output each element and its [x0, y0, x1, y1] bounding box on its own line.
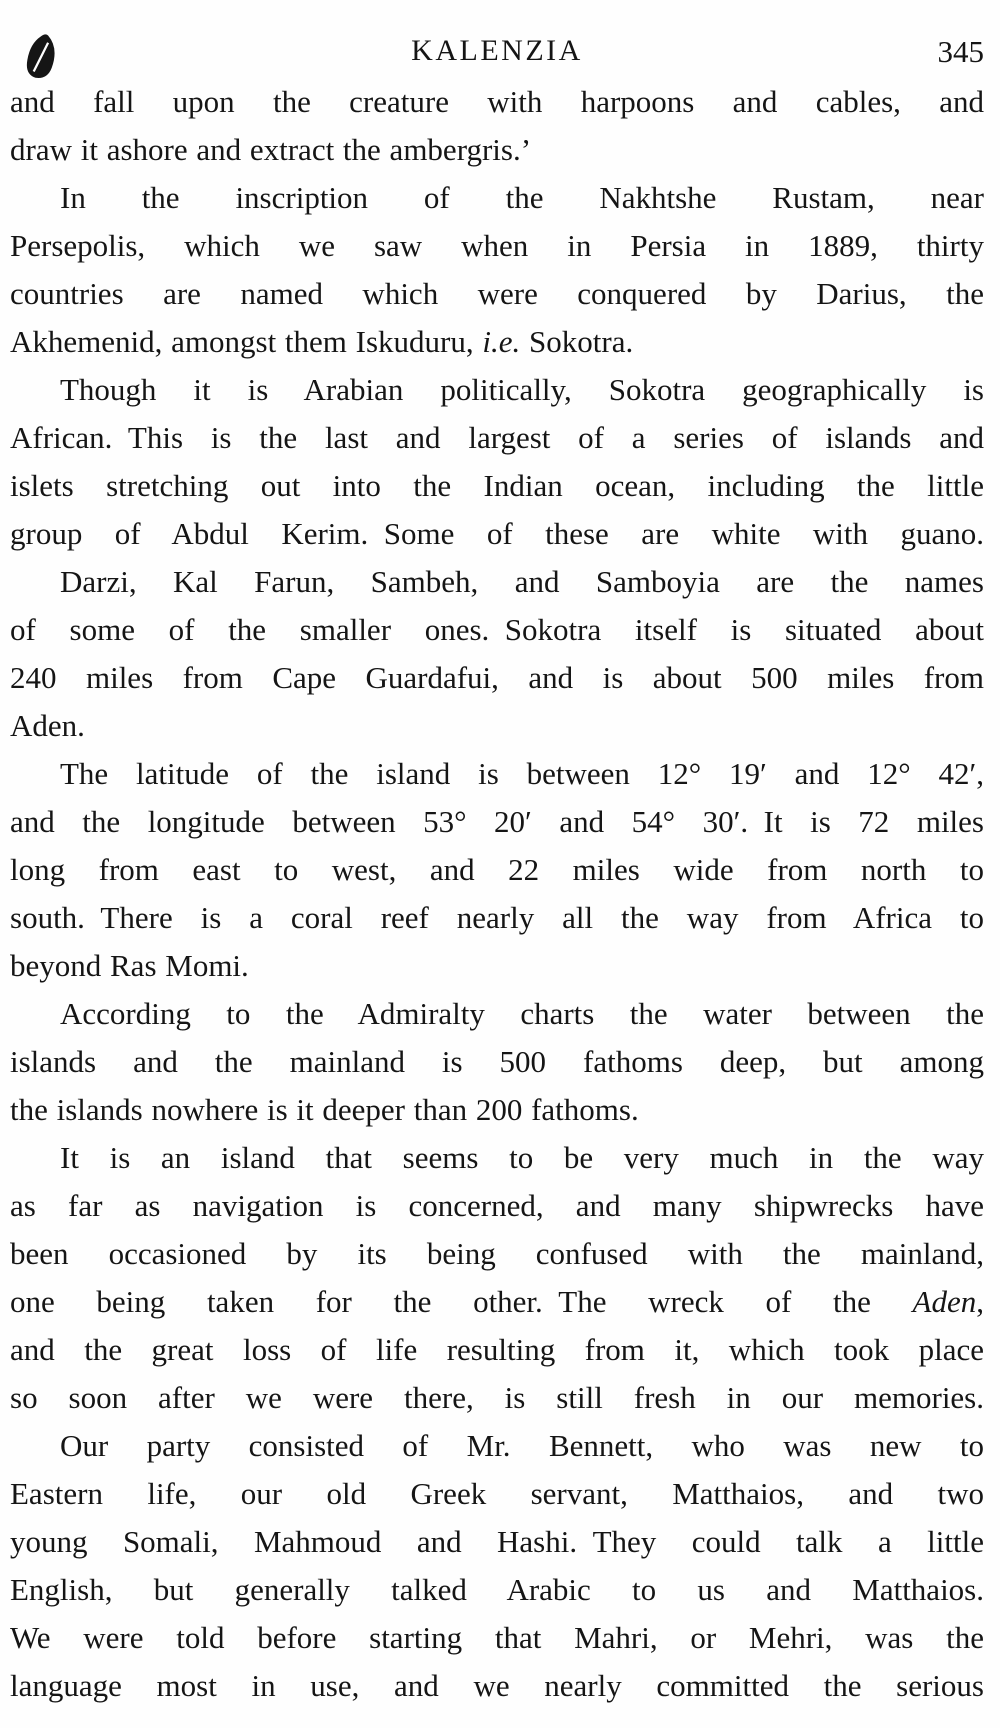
page-header	[10, 34, 984, 78]
paragraph	[10, 78, 984, 174]
text-line	[10, 942, 984, 990]
text-segment: islets stretching out into the Indian ocean, including the little	[10, 468, 984, 503]
text-line	[10, 606, 984, 654]
text-segment: draw it ashore and extract the ambergris.’	[10, 132, 532, 167]
text-segment: beyond Ras Momi.	[10, 948, 249, 983]
body-text	[10, 78, 984, 1710]
text-line	[10, 510, 984, 558]
paragraph	[10, 1134, 984, 1422]
text-segment: African. This is the last and largest of a series of islands and	[10, 420, 984, 455]
text-line	[10, 1470, 984, 1518]
text-segment: Sokotra.	[520, 324, 634, 359]
italic-text: Aden	[912, 1284, 977, 1319]
text-line	[10, 1422, 984, 1470]
text-segment: Our party consisted of Mr. Bennett, who was new to	[60, 1428, 984, 1463]
text-line	[10, 1134, 984, 1182]
text-segment: so soon after we were there, is still fresh in our memories.	[10, 1380, 984, 1415]
paragraph	[10, 990, 984, 1134]
text-segment: south. There is a coral reef nearly all the way from Africa to	[10, 900, 984, 935]
text-line	[10, 126, 984, 174]
text-line	[10, 1278, 984, 1326]
text-line	[10, 366, 984, 414]
text-segment: young Somali, Mahmoud and Hashi. They could talk a little	[10, 1524, 984, 1559]
text-segment: language most in use, and we nearly committed the serious	[10, 1668, 984, 1703]
text-segment: Darzi, Kal Farun, Sambeh, and Samboyia are the names	[60, 564, 984, 599]
text-segment: long from east to west, and 22 miles wide from north to	[10, 852, 984, 887]
text-segment: ,	[976, 1284, 984, 1319]
text-line	[10, 1566, 984, 1614]
text-line	[10, 558, 984, 606]
paragraph	[10, 366, 984, 558]
text-line	[10, 318, 984, 366]
text-line	[10, 1326, 984, 1374]
text-line	[10, 990, 984, 1038]
text-line	[10, 654, 984, 702]
text-line	[10, 1518, 984, 1566]
text-segment: and the longitude between 53° 20′ and 54° 30′. It is 72 miles	[10, 804, 984, 839]
text-line	[10, 750, 984, 798]
text-segment: Persepolis, which we saw when in Persia in 1889, thirty	[10, 228, 984, 263]
paragraph	[10, 558, 984, 750]
text-segment: Eastern life, our old Greek servant, Matthaios, and two	[10, 1476, 984, 1511]
text-line	[10, 1182, 984, 1230]
text-segment: the islands nowhere is it deeper than 200 fathoms.	[10, 1092, 639, 1127]
text-line	[10, 1230, 984, 1278]
running-title: KALENZIA	[411, 34, 583, 67]
text-segment: of some of the smaller ones. Sokotra itself is situated about	[10, 612, 984, 647]
text-line	[10, 1038, 984, 1086]
text-segment: been occasioned by its being confused with the mainland,	[10, 1236, 984, 1271]
text-line	[10, 846, 984, 894]
text-segment: Akhemenid, amongst them Iskuduru,	[10, 324, 483, 359]
text-segment: The latitude of the island is between 12° 19′ and 12° 42′,	[60, 756, 984, 791]
text-segment: islands and the mainland is 500 fathoms deep, but among	[10, 1044, 984, 1079]
text-line	[10, 894, 984, 942]
text-line	[10, 414, 984, 462]
paragraph	[10, 174, 984, 366]
text-line	[10, 1662, 984, 1710]
text-segment: English, but generally talked Arabic to us and Matthaios.	[10, 1572, 984, 1607]
text-line	[10, 222, 984, 270]
text-line	[10, 462, 984, 510]
text-segment: one being taken for the other. The wreck of the	[10, 1284, 913, 1319]
text-line	[10, 78, 984, 126]
paragraph	[10, 1422, 984, 1710]
text-segment: 240 miles from Cape Guardafui, and is about 500 miles from	[10, 660, 984, 695]
text-line	[10, 1086, 984, 1134]
text-segment: We were told before starting that Mahri, or Mehri, was the	[10, 1620, 984, 1655]
text-line	[10, 798, 984, 846]
text-segment: Though it is Arabian politically, Sokotra geographically is	[60, 372, 984, 407]
text-segment: as far as navigation is concerned, and many shipwrecks have	[10, 1188, 984, 1223]
text-line	[10, 174, 984, 222]
text-segment: and fall upon the creature with harpoons and cables, and	[10, 84, 984, 119]
text-line	[10, 1374, 984, 1422]
page-number: 345	[937, 34, 984, 69]
text-line	[10, 702, 984, 750]
text-segment: group of Abdul Kerim. Some of these are white with guano.	[10, 516, 984, 551]
text-segment: In the inscription of the Nakhtshe Rustam, near	[60, 180, 984, 215]
text-segment: and the great loss of life resulting from it, which took place	[10, 1332, 984, 1367]
text-segment: According to the Admiralty charts the water between the	[60, 996, 984, 1031]
italic-text: i.e.	[482, 324, 521, 359]
paragraph	[10, 750, 984, 990]
text-line	[10, 270, 984, 318]
text-line	[10, 1614, 984, 1662]
text-segment: Aden.	[10, 708, 85, 743]
text-segment: It is an island that seems to be very much in the way	[60, 1140, 984, 1175]
text-segment: countries are named which were conquered by Darius, the	[10, 276, 984, 311]
